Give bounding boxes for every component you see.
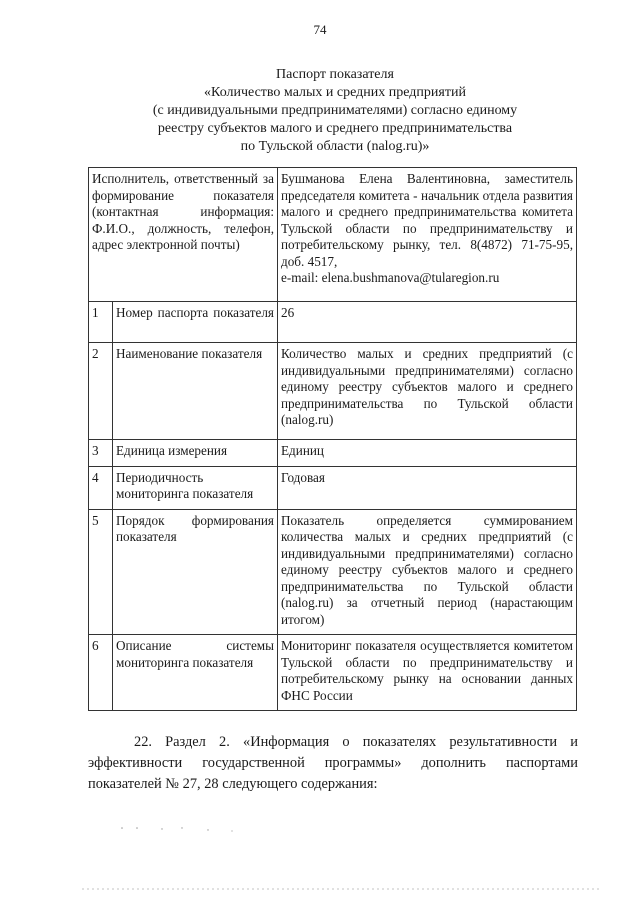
passport-table xyxy=(88,167,577,711)
executor-value-cell xyxy=(278,168,577,302)
table-row xyxy=(89,440,577,467)
table-row xyxy=(89,509,577,635)
executor-email: e-mail: elena.bushmanova@tularegion.ru xyxy=(281,270,500,285)
executor-label: Исполнитель, ответственный за формирование показателя (контактная информация: Ф.И.О., должность, телефон, адрес электронной почты) xyxy=(92,171,274,252)
executor-row xyxy=(89,168,577,302)
row-value: Количество малых и средних предприятий (с индивидуальными предпринимателями) согласно единому реестру субъектов малого и среднего предпринимательства по Тульской области (nalog.ru) xyxy=(278,343,577,440)
row-number: 5 xyxy=(89,509,113,635)
table-row xyxy=(89,302,577,343)
body-paragraph: 22. Раздел 2. «Информация о показателях результативности и эффективности государственной программы» дополнить паспортами показателей № 27, 28 следующего содержания: xyxy=(88,734,578,792)
row-label: Периодичность мониторинга показателя xyxy=(113,466,278,509)
title-line: по Тульской области (nalog.ru)» xyxy=(240,139,430,154)
passport-title xyxy=(100,66,570,156)
page-number: 74 xyxy=(313,22,327,37)
title-line: (с индивидуальными предпринимателями) согласно единому xyxy=(152,103,518,118)
scan-dots xyxy=(121,827,232,831)
row-number: 4 xyxy=(89,466,113,509)
row-number: 1 xyxy=(89,302,113,343)
row-label: Единица измерения xyxy=(113,440,278,467)
row-label: Номер паспорта показателя xyxy=(113,302,278,343)
executor-value: Бушманова Елена Валентиновна, заместитель председателя комитета - начальник отдела развития малого и среднего предпринимательства комитета Тульской области по предпринимательству и потребительскому рынку, тел. 8(4872) 71-75-95, доб. 4517, xyxy=(281,171,573,269)
table-row xyxy=(89,343,577,440)
table-row xyxy=(89,466,577,509)
title-line: Паспорт показателя xyxy=(276,67,394,82)
row-value: Годовая xyxy=(278,466,577,509)
row-value: Единиц xyxy=(278,440,577,467)
row-value: 26 xyxy=(278,302,577,343)
row-number: 3 xyxy=(89,440,113,467)
row-label: Порядок формирования показателя xyxy=(113,509,278,635)
executor-label-cell xyxy=(89,168,278,302)
row-value: Показатель определяется суммированием количества малых и средних предприятий (с индивидуальными предпринимателями) согласно единому реестру субъектов малого и среднего предпринимательства по Тульской области (nalog.ru) за отчетный период (нарастающим итогом) xyxy=(278,509,577,635)
row-label: Наименование показателя xyxy=(113,343,278,440)
title-line: «Количество малых и средних предприятий xyxy=(204,85,466,100)
row-value: Мониторинг показателя осуществляется комитетом Тульской области по предпринимательству и потребительскому рынку на основании данных ФНС России xyxy=(278,635,577,711)
row-number: 6 xyxy=(89,635,113,711)
table-row xyxy=(89,635,577,711)
row-label: Описание системы мониторинга показателя xyxy=(113,635,278,711)
row-number: 2 xyxy=(89,343,113,440)
title-line: реестру субъектов малого и среднего предпринимательства xyxy=(157,121,513,136)
